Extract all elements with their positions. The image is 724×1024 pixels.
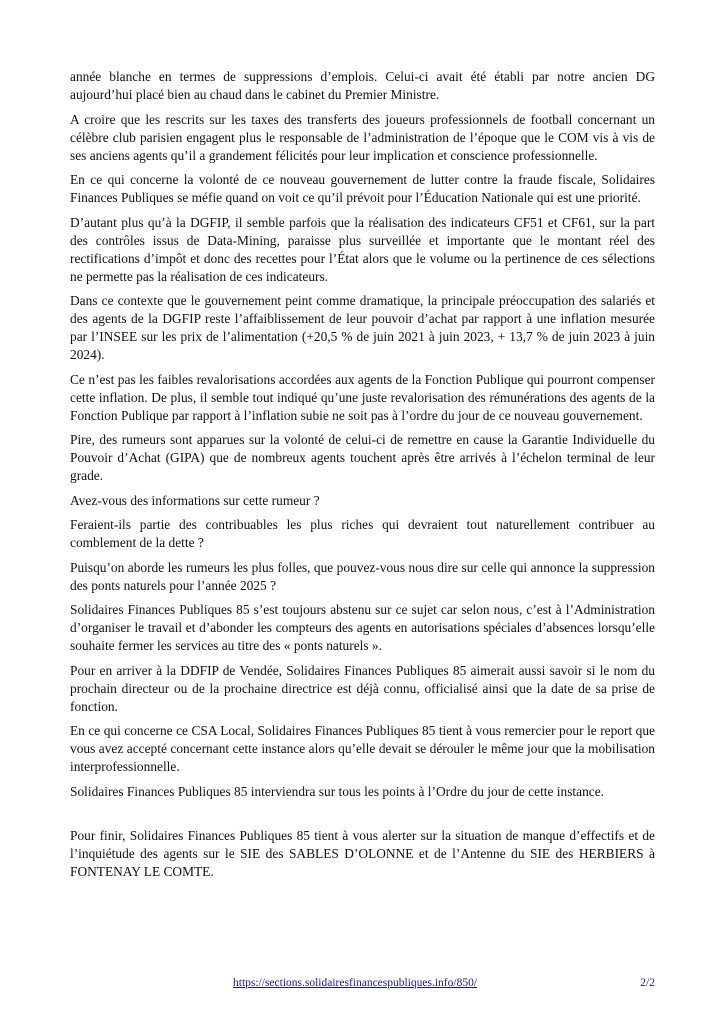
paragraph-11: Solidaires Finances Publiques 85 s’est toujours abstenu sur ce sujet car selon nous, c’est à l’Administration d’organiser le travail et d’abonder les compteurs des agents en autorisations spéciales d’absences lorsqu’elle souhaite fermer les services au titre des « ponts naturels ». xyxy=(70,602,655,653)
paragraph-13: En ce qui concerne ce CSA Local, Solidaires Finances Publiques 85 tient à vous remercier pour le report que vous avez accepté concernant cette instance alors qu’elle devait se dérouler le même jour que la mobilisation interprofessionnelle. xyxy=(70,723,655,774)
paragraph-8: Avez-vous des informations sur cette rumeur ? xyxy=(70,492,320,508)
paragraph-3: En ce qui concerne la volonté de ce nouveau gouvernement de lutter contre la fraude fiscale, Solidaires Finances Publiques se méfie quand on voit ce qu’il prévoit pour l’Éducation Nationale qui est une priorité. xyxy=(70,172,655,205)
paragraph-15: Pour finir, Solidaires Finances Publiques 85 tient à vous alerter sur la situation de manque d’effectifs et de l’inquiétude des agents sur le SIE des SABLES D’OLONNE et de l’Antenne du SIE des HERBIERS à FONTENAY LE COMTE. xyxy=(70,827,655,879)
paragraph-10: Puisqu’on aborde les rumeurs les plus folles, que pouvez-vous nous dire sur celle qui annonce la suppression des ponts naturels pour l’année 2025 ? xyxy=(70,559,655,593)
paragraph-5: Dans ce contexte que le gouvernement peint comme dramatique, la principale préoccupation des salariés et des agents de la DGFIP reste l’affaiblissement de leur pouvoir d’achat par rapport à une inflation mesurée par l’INSEE sur les prix de l’alimentation (+20,5 % de juin 2021 à juin 2023, + 13,7 % de juin 2023 à juin 2024). xyxy=(70,293,655,362)
footer-url-link[interactable]: https://sections.solidairesfinancespubliques.info/850/ xyxy=(233,977,478,989)
paragraph-2: A croire que les rescrits sur les taxes des transferts des joueurs professionnels de football concernant un célèbre club parisien engagent plus le responsable de l’administration de l’époque que le COM vis à vis de ses anciens agents qu’il a grandement félicités pour leur implication et conscience professionnelle. xyxy=(70,111,655,163)
page-number: 2/2 xyxy=(640,977,655,989)
document-body xyxy=(70,68,655,887)
page-footer xyxy=(0,977,724,995)
paragraph-1: année blanche en termes de suppressions d’emplois. Celui-ci avait été établi par notre ancien DG aujourd’hui placé bien au chaud dans le cabinet du Premier Ministre. xyxy=(70,69,655,102)
paragraph-14: Solidaires Finances Publiques 85 interviendra sur tous les points à l’Ordre du jour de cette instance. xyxy=(70,783,605,799)
paragraph-12: Pour en arriver à la DDFIP de Vendée, Solidaires Finances Publiques 85 aimerait aussi savoir si le nom du prochain directeur ou de la prochaine directrice est déjà connu, officialisé ainsi que la date de sa prise de fonction. xyxy=(70,662,655,714)
paragraph-9: Feraient-ils partie des contribuables les plus riches qui devraient tout naturellement contribuer au comblement de la dette ? xyxy=(70,517,655,550)
paragraph-7: Pire, des rumeurs sont apparues sur la volonté de celui-ci de remettre en cause la Garantie Individuelle du Pouvoir d’Achat (GIPA) que de nombreux agents touchent après être arrivés à l’échelon terminal de leur grade. xyxy=(70,432,655,483)
paragraph-4: D’autant plus qu’à la DGFIP, il semble parfois que la réalisation des indicateurs CF51 et CF61, sur la part des contrôles issus de Data-Mining, paraisse plus surveillée et importante que le montant réel des rectifications d’impôt et donc des recettes pour l’État alors que le volume ou la pertinence de ces sélections ne permette pas la réalisation de ces indicateurs. xyxy=(70,214,655,284)
paragraph-6: Ce n’est pas les faibles revalorisations accordées aux agents de la Fonction Publique qui pourront compenser cette inflation. De plus, il semble tout indiqué qu’une juste revalorisation des rémunérations des agents de la Fonction Publique par rapport à l’inflation subie ne soit pas à l’ordre du jour de ce nouveau gouvernement. xyxy=(70,371,655,423)
